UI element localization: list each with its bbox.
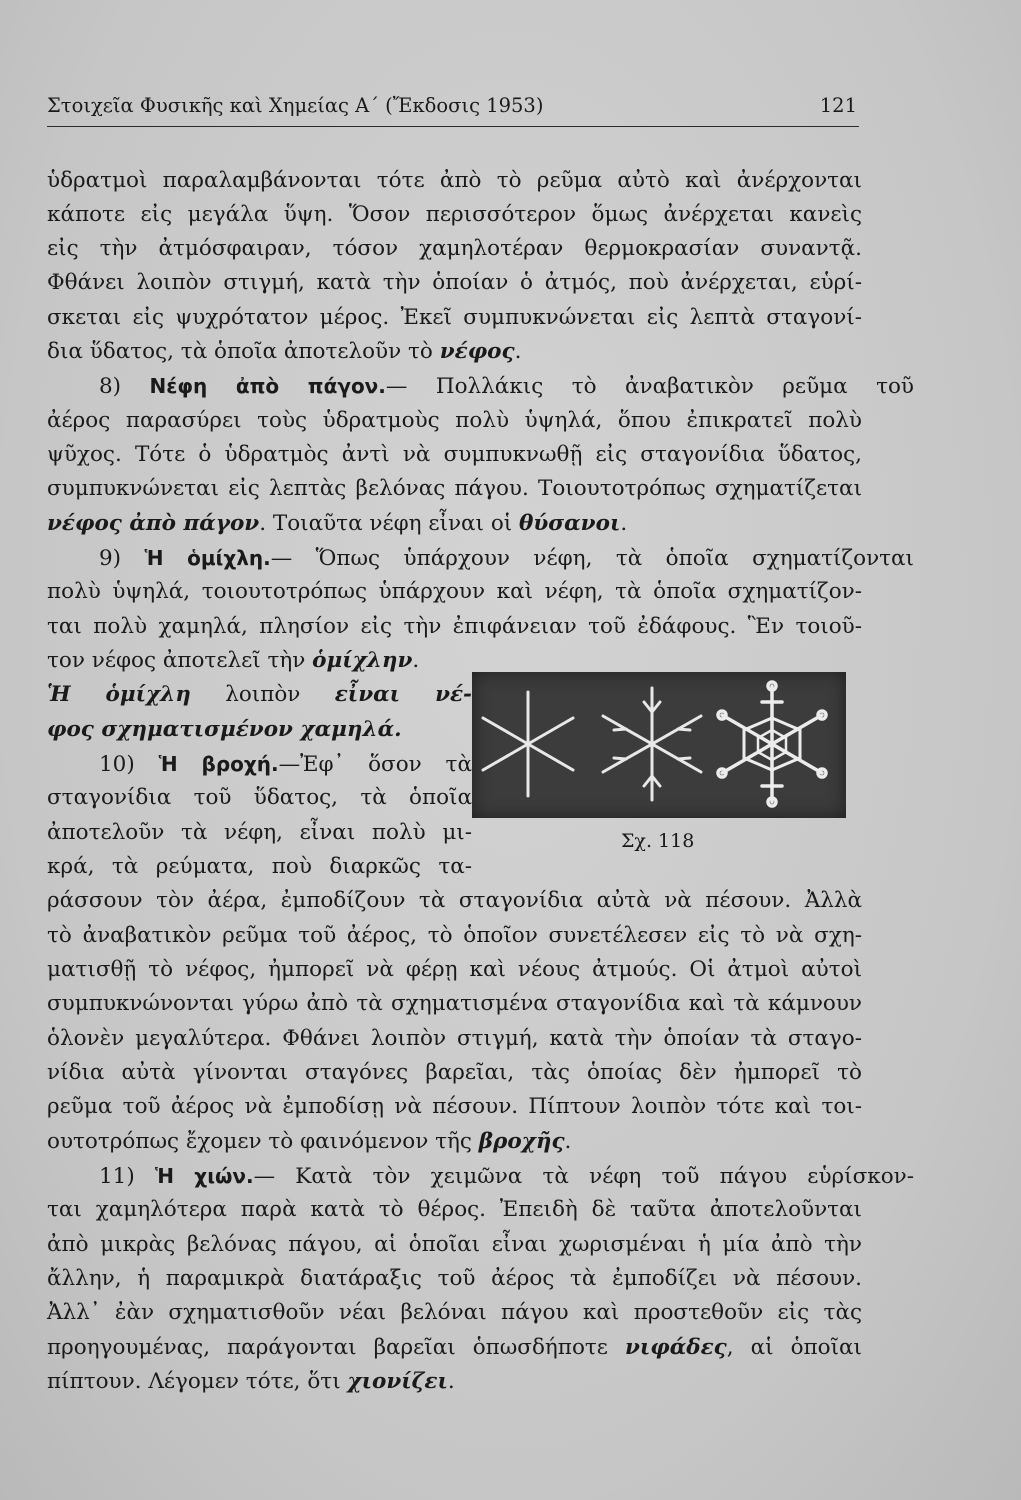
text-line: νέφος ἀπὸ πάγον. Τοιαῦτα νέφη εἶναι οἱ θύσανοι. [47, 511, 628, 536]
section-11-title: Ἡ χιών. [154, 1164, 254, 1188]
text-line: ρεῦμα τοῦ ἀέρος νὰ ἐμποδίσῃ νὰ πέσουν. Πίπτουν λοιπὸν τότε καὶ τοι- [47, 1094, 862, 1119]
text-line: ὑδρατμοὶ παραλαμβάνονται τότε ἀπὸ τὸ ρεῦμα αὐτὸ καὶ ἀνέρχονται [47, 168, 862, 193]
page-number: 121 [819, 94, 857, 117]
snowflake-icon [603, 688, 701, 800]
snowflake-icon [718, 682, 826, 806]
text-line: ἀπὸ μικρὰς βελόνας πάγου, αἱ ὁποῖαι εἶναι χωρισμέναι ἡ μία ἀπὸ τὴν [47, 1232, 862, 1257]
text-line: ψῦχος. Τότε ὁ ὑδρατμὸς ἀντὶ νὰ συμπυκνωθῇ εἰς σταγονίδια ὕδατος, [47, 442, 862, 467]
snowflake-icon [483, 692, 573, 796]
text-line: ματισθῇ τὸ νέφος, ἠμπορεῖ νὰ φέρῃ καὶ νέους ἀτμούς. Οἱ ἀτμοὶ αὐτοὶ [47, 957, 862, 982]
text-line: ἀέρος παρασύρει τοὺς ὑδρατμοὺς πολὺ ὑψηλά, ὅπου ἐπικρατεῖ πολὺ [47, 408, 862, 433]
text-line: ἀποτελοῦν τὰ νέφη, εἶναι πολὺ μι- [47, 820, 472, 845]
section-11-heading-line: 11) Ἡ χιών.— Κατὰ τὸν χειμῶνα τὰ νέφη τοῦ πάγου εὑρίσκον- [99, 1164, 914, 1189]
fog-definition-line: Ἡ ὁμίχλη λοιπὸν εἶναι νέ- [47, 682, 472, 707]
text-line: σκεται εἰς ψυχρότατον μέρος. Ἐκεῖ συμπυκνώνεται εἰς λεπτὰ σταγονί- [47, 305, 862, 330]
text-line: Φθάνει λοιπὸν στιγμή, κατὰ τὴν ὁποίαν ὁ ἀτμός, ποὺ ἀνέρχεται, εὑρί- [47, 270, 862, 295]
text-line: Ἀλλ᾿ ἐὰν σχηματισθοῦν νέαι βελόναι πάγου καὶ προστεθοῦν εἰς τὰς [47, 1300, 862, 1325]
text-line: δια ὕδατος, τὰ ὁποῖα ἀποτελοῦν τὸ νέφος. [47, 339, 522, 364]
term-cirrus: θύσανοι [519, 511, 621, 536]
text-line: κρά, τὰ ρεύματα, ποὺ διαρκῶς τα- [47, 854, 472, 879]
text-line: πολὺ ὑψηλά, τοιουτοτρόπως ὑπάρχουν καὶ νέφη, τὰ ὁποῖα σχηματίζον- [47, 579, 862, 604]
header-title: Στοιχεῖα Φυσικῆς καὶ Χημείας Α΄ (Ἔκδοσις 1953) [47, 94, 544, 117]
text-line: κάποτε εἰς μεγάλα ὕψη. Ὅσον περισσότερον ὅμως ἀνέρχεται κανεὶς [47, 202, 862, 227]
section-9-title: Ἡ ὁμίχλη. [144, 546, 271, 570]
text-line: συμπυκνώνεται εἰς λεπτὰς βελόνας πάγου. Τοιουτοτρόπως σχηματίζεται [47, 476, 862, 501]
term-ice-cloud: νέφος ἀπὸ πάγον [47, 511, 260, 536]
text-line: ται πολὺ χαμηλά, πλησίον εἰς τὴν ἐπιφάνειαν τοῦ ἐδάφους. Ἓν τοιοῦ- [47, 614, 862, 639]
term-rain: βροχῆς [478, 1129, 565, 1154]
text-line: πίπτουν. Λέγομεν τότε, ὅτι χιονίζει. [47, 1369, 455, 1394]
text-line: προηγουμένας, παράγονται βαρεῖαι ὁπωσδήποτε νιφάδες, αἱ ὁποῖαι [47, 1335, 862, 1360]
section-8-heading-line: 8) Νέφη ἀπὸ πάγον.— Πολλάκις τὸ ἀναβατικὸν ρεῦμα τοῦ [99, 374, 914, 399]
text-line: ἄλλην, ἡ παραμικρὰ διατάραξις τοῦ ἀέρος τὰ ἐμποδίζει νὰ πέσουν. [47, 1266, 862, 1291]
text-line: εἰς τὴν ἀτμόσφαιραν, τόσον χαμηλοτέραν θερμοκρασίαν συναντᾷ. [47, 236, 862, 261]
text-line: τον νέφος ἀποτελεῖ τὴν ὁμίχλην. [47, 648, 420, 673]
section-9-heading-line: 9) Ἡ ὁμίχλη.— Ὅπως ὑπάρχουν νέφη, τὰ ὁποῖα σχηματίζονται [99, 546, 914, 571]
text-line: σταγονίδια τοῦ ὕδατος, τὰ ὁποῖα [47, 785, 472, 810]
snowflakes-illustration [472, 672, 846, 818]
text-line: νίδια αὐτὰ γίνονται σταγόνες βαρεῖαι, τὰς ὁποίας δὲν ἠμπορεῖ τὸ [47, 1060, 862, 1085]
text-line: ουτοτρόπως ἔχομεν τὸ φαινόμενον τῆς βροχῆς. [47, 1129, 572, 1154]
text-line: ται χαμηλότερα παρὰ κατὰ τὸ θέρος. Ἐπειδὴ δὲ ταῦτα ἀποτελοῦνται [47, 1197, 862, 1222]
text-line: ράσσουν τὸν ἀέρα, ἐμποδίζουν τὰ σταγονίδια αὐτὰ νὰ πέσουν. Ἀλλὰ [47, 888, 862, 913]
running-header [47, 92, 859, 127]
term-fog: ὁμίχλην [312, 648, 413, 673]
term-it-snows: χιονίζει [347, 1369, 448, 1394]
term-cloud: νέφος [439, 339, 515, 364]
section-10-heading-line: 10) Ἡ βροχή.—Ἐφ᾿ ὅσον τὰ [99, 752, 472, 777]
text-line: συμπυκνώνονται γύρω ἀπὸ τὰ σχηματισμένα σταγονίδια καὶ τὰ κάμνουν [47, 991, 862, 1016]
text-line: ὁλονὲν μεγαλύτερα. Φθάνει λοιπὸν στιγμή, κατὰ τὴν ὁποίαν τὰ σταγο- [47, 1026, 862, 1051]
text-line: τὸ ἀναβατικὸν ρεῦμα τοῦ ἀέρος, τὸ ὁποῖον συνετέλεσεν εἰς τὸ νὰ σχη- [47, 923, 862, 948]
snowflake-figure [472, 672, 846, 818]
section-8-title: Νέφη ἀπὸ πάγον. [149, 374, 386, 398]
section-10-title: Ἡ βροχή. [158, 752, 279, 776]
fog-definition-line: φος σχηματισμένον χαμηλά. [47, 717, 402, 742]
term-snowflakes: νιφάδες [624, 1335, 727, 1360]
figure-caption: Σχ. 118 [621, 830, 695, 852]
